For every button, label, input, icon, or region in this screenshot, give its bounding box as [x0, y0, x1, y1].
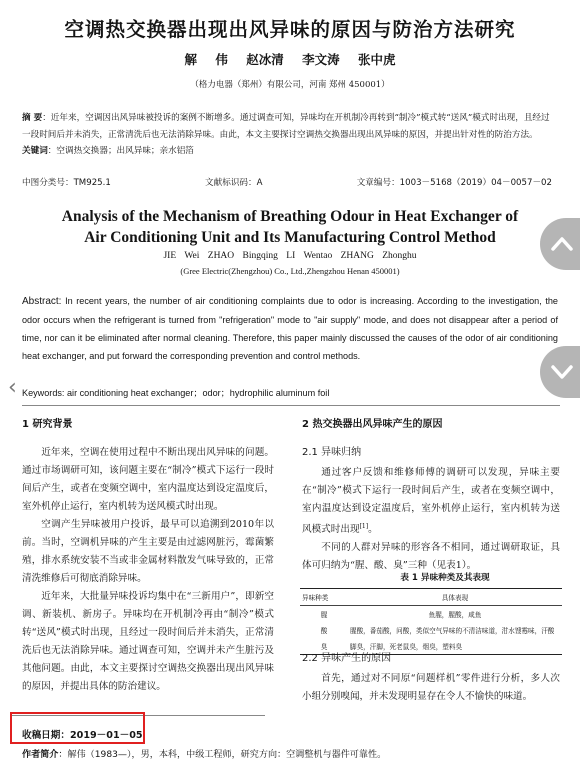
- author-name: 李文涛: [302, 52, 340, 67]
- table-header: 异味种类: [300, 589, 348, 606]
- chevron-down-icon: [550, 361, 574, 383]
- document-code: 文献标识码：A: [205, 178, 263, 188]
- table-caption: 表 1 异味种类及其表现: [400, 573, 490, 583]
- author-list: [0, 50, 580, 68]
- table-cell: 腥酸，番茄酸，问酸，类似空气异味的不清洁味道，泔水馊霉味，汗酸: [350, 627, 555, 635]
- english-affiliation: (Gree Electric(Zhengzhou) Co., Ltd.,Zhengzhou Henan 450001): [180, 266, 400, 276]
- author-name: 赵冰清: [246, 52, 284, 67]
- affiliation: （格力电器（郑州）有限公司，河南 郑州 450001）: [190, 80, 390, 90]
- english-authors: JIE Wei ZHAO Bingqing LI Wentao ZHANG Zhonghu: [163, 251, 417, 261]
- section-divider: [22, 405, 560, 406]
- chinese-abstract: [22, 110, 552, 160]
- table-header-row: [300, 589, 562, 606]
- section-heading: 1 研究背景: [22, 419, 73, 430]
- paper-title: 空调热交换器出现出风异味的原因与防治方法研究: [64, 18, 516, 41]
- english-abstract-label: Abstract:: [22, 296, 62, 307]
- english-title-line: Analysis of the Mechanism of Breathing Odour in Heat Exchanger of: [61, 208, 519, 225]
- english-title: [0, 206, 580, 248]
- table-cell: 酸: [320, 627, 328, 635]
- english-keywords-text: air conditioning heat exchanger；odor；hydrophilic aluminum foil: [64, 388, 330, 398]
- table-cell: 腥: [320, 611, 328, 619]
- odor-table: [300, 588, 562, 655]
- english-title-line: Air Conditioning Unit and Its Manufacturing Control Method: [84, 229, 496, 246]
- classification-row: [22, 176, 552, 188]
- highlight-box: [10, 712, 145, 744]
- paragraph: 近年来，大批量异味投诉均集中在“三新用户”，即新空调、新装机、新房子。异味均在开机制冷再由“制冷”模式转“送风”模式时出现，且经过一段时间后并未消失，正常清洗后也无法消除异味。通过调查可知，空调并未产生脏污及其他问题。由此，本文主要探讨空调热交换器出现出风异味的原因，并提出具体的防治建议。: [22, 591, 274, 692]
- clc-number: 中图分类号：TM925.1: [22, 178, 111, 188]
- subsection-heading: 2.1 异味归纳: [302, 447, 362, 458]
- abstract-text: ：近年来，空调因出风异味被投诉的案例不断增多。通过调查可知，异味均在开机制冷再转到“制冷”模式转“送风”模式时出现，且经过一段时间后并未消失，正常清洗后也无法消除异味。由此，本文主要探讨空调热交换器出现出风异味的原因，并提出针对性的防治方法。: [22, 113, 550, 140]
- keywords-text: ：空调热交换器；出风异味；亲水铝箔: [47, 146, 194, 156]
- author-name: 解 伟: [184, 52, 228, 67]
- page-up-button[interactable]: [540, 218, 580, 270]
- table-cell: 脚臭，汗脚，死老鼠臭，烟臭，塑料臭: [348, 638, 562, 655]
- table-cell: 臭: [300, 638, 348, 655]
- table-cell: 鱼腥，腥酸，咸鱼: [428, 611, 482, 619]
- prev-page-arrow[interactable]: ‹: [8, 375, 17, 400]
- english-abstract: [22, 292, 558, 365]
- paragraph-end: 。: [368, 524, 378, 536]
- paragraph: 近年来，空调在使用过程中不断出现出风异味的问题。通过市场调研可知，该问题主要在“制冷”模式下运行一段时间后产生，或者在变频空调中，室内温度达到设定温度后，室外机停止运行，室内机转为送风模式时出现。: [22, 447, 274, 512]
- table-row: [300, 622, 562, 638]
- english-keywords-label: Keywords:: [22, 388, 65, 398]
- table-header: 具体表现: [348, 589, 562, 606]
- author-bio: [22, 747, 386, 760]
- chevron-up-icon: [550, 233, 574, 255]
- citation-ref: [1]: [359, 523, 369, 530]
- table-row: [300, 606, 562, 623]
- english-abstract-text: In recent years, the number of air conditioning complaints due to odor is increasing. According to the investigation, the odor occurs when the refrigerant is turned from "refrigeration" mode to "air supply" mode, and does not disappear after a period of time, nor can it be eliminated after normal cleaning. Therefore, this paper mainly discussed the causes of the odor of air conditioning heat exchanger, and put forward the corresponding prevention and control methods.: [22, 296, 558, 361]
- right-column: [302, 416, 560, 575]
- right-column-continued: [302, 650, 560, 706]
- paragraph: 空调产生异味被用户投诉，最早可以追溯到2010年以前。当时，空调机异味的产生主要是由过滤网脏污，霉菌繁殖，排水系统安装不当或非金属材料散发气味导致的，正常清洗维修后可彻底消除异味。: [22, 519, 274, 584]
- received-date: 收稿日期：2019－01－05: [22, 730, 143, 741]
- article-number: 文章编号：1003－5168（2019）04－0057－02: [356, 178, 552, 188]
- bio-text: ：解伟（1983—），男，本科，中级工程师，研究方向：空调整机与器件可靠性。: [58, 750, 387, 760]
- paragraph: 首先，通过对不同原“问题样机”零件进行分析，多人次小组分别嗅闻，并未发现明显存在令人不愉快的味道。: [302, 673, 560, 702]
- section-heading: 2 热交换器出风异味产生的原因: [302, 419, 443, 430]
- subsection-heading: 2.2 异味产生的原因: [302, 653, 392, 664]
- paragraph: [302, 464, 560, 539]
- bio-label: 作者简介: [22, 750, 59, 760]
- left-column: [22, 416, 274, 696]
- english-keywords: [22, 386, 558, 399]
- paragraph: 不同的人群对异味的形容各不相同，通过调研取证，具体可归纳为“腥、酸、臭”三种（见表1）。: [302, 542, 560, 572]
- abstract-label: 摘 要: [22, 113, 43, 123]
- paragraph-text: 通过客户反馈和维修师傅的调研可以发现，异味主要在“制冷”模式下运行一段时间后产生，或者在变频空调中，室内温度达到设定温度后，室外机停止运行，室内机转为送风模式时出现: [302, 467, 560, 536]
- keywords-label: 关键词: [22, 146, 48, 156]
- author-name: 张中虎: [357, 52, 396, 67]
